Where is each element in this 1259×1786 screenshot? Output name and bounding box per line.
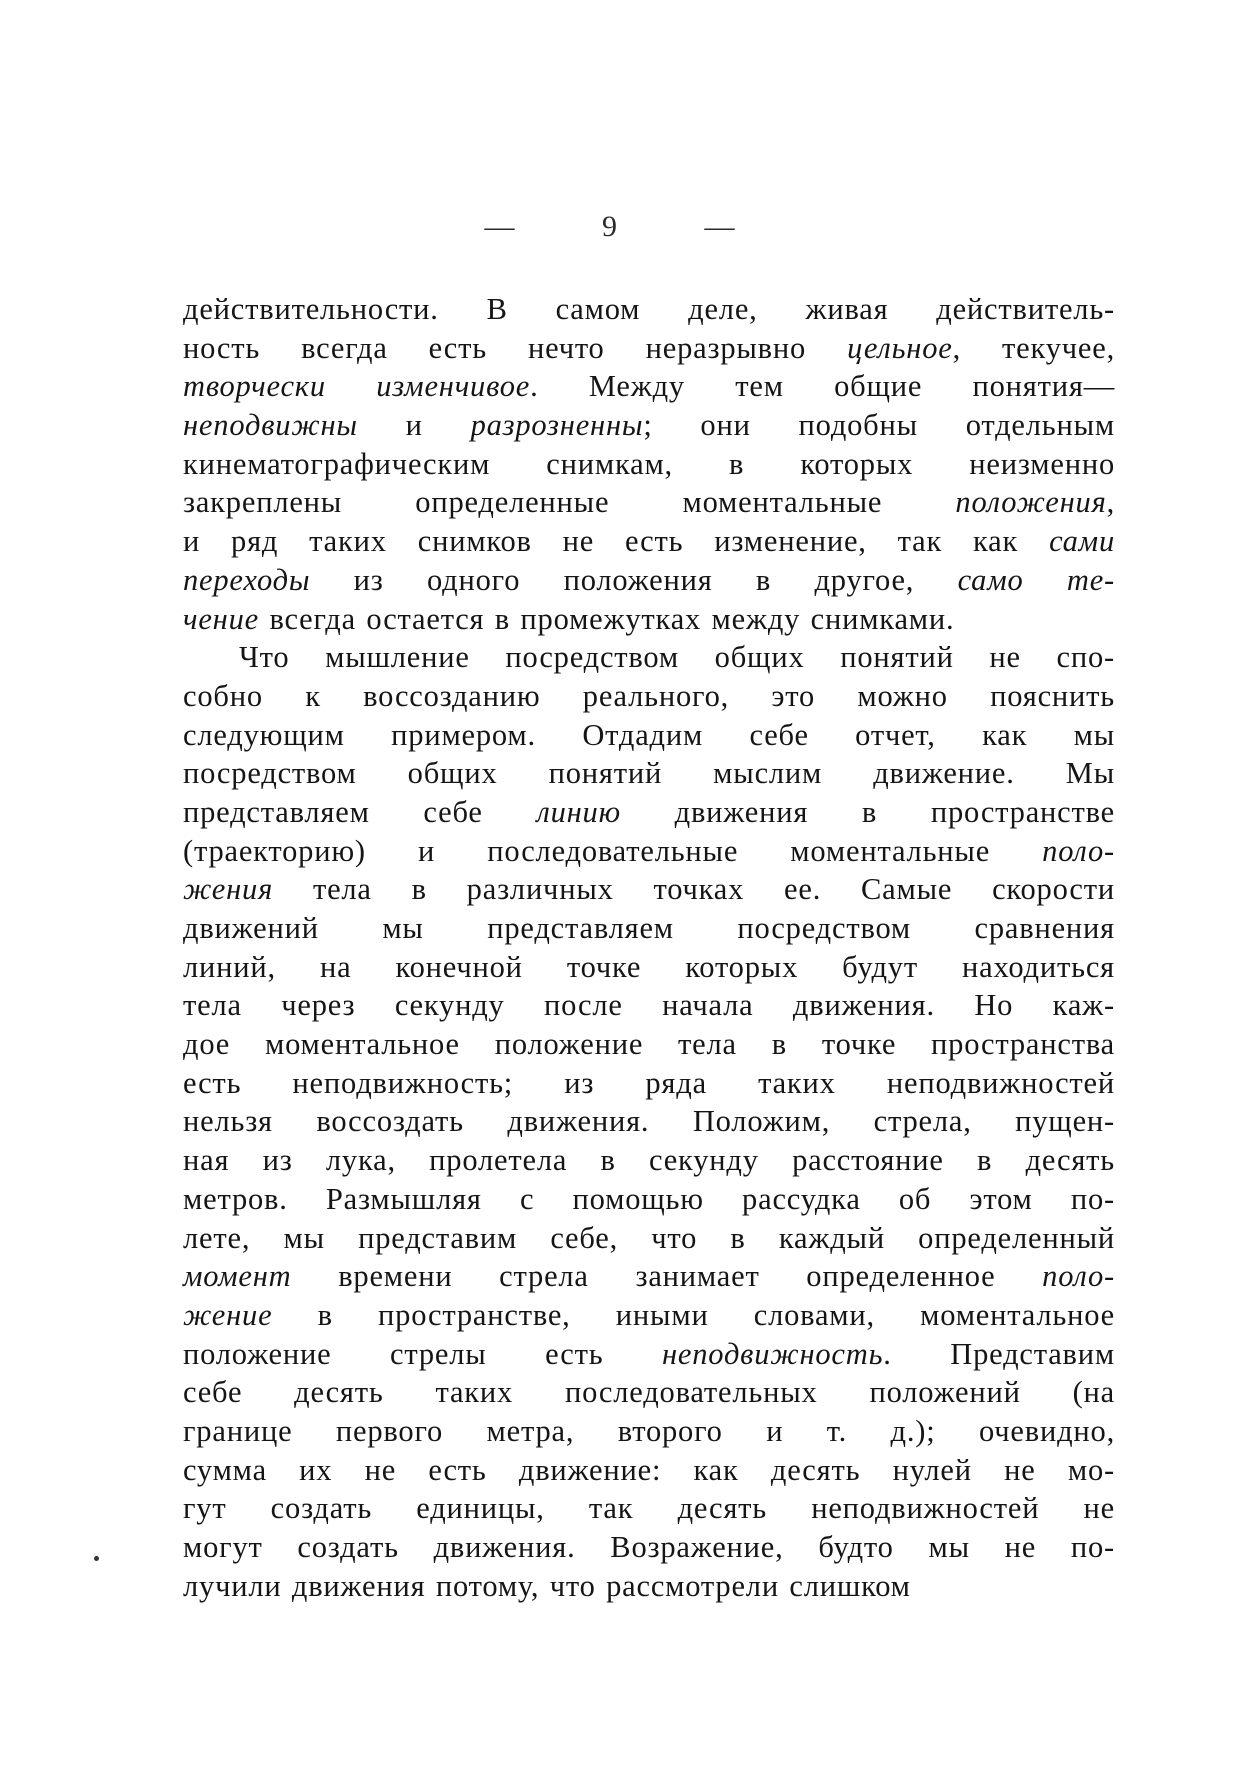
emphasis-text: цельное (847, 330, 953, 365)
text-line (183, 561, 1115, 600)
text-line (183, 832, 1115, 871)
text-line (183, 870, 1115, 909)
emphasis-text: положения (955, 485, 1107, 520)
text-line (183, 522, 1115, 561)
text-run: ность всегда есть нечто неразрывно (183, 330, 848, 365)
text-line (183, 1373, 1115, 1412)
text-line (183, 367, 1115, 406)
text-run: лете, мы представим себе, что в каждый определенный (183, 1220, 1115, 1255)
text-run: . Представим (883, 1336, 1115, 1371)
text-line (183, 909, 1115, 948)
text-line (183, 1412, 1115, 1451)
text-run: собно к воссозданию реального, это можно пояснить (183, 678, 1115, 713)
text-run: и ряд таких снимков не есть изменение, так как (183, 524, 1050, 559)
text-line (183, 1025, 1115, 1064)
text-run: в пространстве, иными словами, моментальное (272, 1297, 1115, 1332)
text-line (183, 716, 1115, 755)
text-run: (траекторию) и последовательные моментальные (183, 833, 1043, 868)
text-run: есть неподвижность; из ряда таких неподвижностей (183, 1065, 1115, 1100)
text-line (183, 1335, 1115, 1374)
text-run: следующим примером. Отдадим себе отчет, как мы (183, 717, 1115, 752)
emphasis-text: жения (183, 872, 274, 907)
text-line (183, 677, 1115, 716)
text-run: , текучее, (952, 330, 1115, 365)
text-line (183, 445, 1115, 484)
text-line (183, 948, 1115, 987)
text-line (183, 1528, 1115, 1567)
emphasis-text: разрозненны (470, 408, 644, 443)
text-run: времени стрела занимает определенное (291, 1259, 1043, 1294)
text-run: движений мы представляем посредством сравнения (183, 911, 1115, 945)
text-line (183, 483, 1115, 522)
text-line (183, 290, 1115, 329)
text-line (183, 1219, 1115, 1258)
margin-mark (94, 1556, 99, 1561)
text-run: гут создать единицы, так десять неподвижностей не (183, 1491, 1115, 1526)
text-run: и (357, 408, 471, 443)
text-run: представляем себе (183, 794, 537, 829)
text-line (183, 1489, 1115, 1528)
emphasis-text: поло- (1042, 1259, 1115, 1294)
text-line (183, 1257, 1115, 1296)
emphasis-text: неподвижны (183, 408, 358, 443)
text-line (183, 1451, 1115, 1490)
emphasis-text: творчески изменчивое (183, 369, 531, 404)
text-line (183, 406, 1115, 445)
text-line (183, 754, 1115, 793)
text-line (183, 1102, 1115, 1141)
body-text (183, 290, 1115, 1605)
text-run: дое моментальное положение тела в точке пространства (183, 1027, 1115, 1062)
text-run: Что мышление посредством общих понятий не спо- (239, 640, 1115, 675)
text-run: всегда остается в промежутках между снимками. (259, 601, 955, 636)
text-run: положение стрелы есть (183, 1336, 662, 1371)
emphasis-text: жение (183, 1297, 273, 1332)
text-line (183, 638, 1115, 677)
text-run: могут создать движения. Возражение, будто мы не по- (183, 1530, 1115, 1564)
text-line (183, 793, 1115, 832)
text-run: ; они подобны отдельным (643, 408, 1115, 443)
text-run: движения в пространстве (620, 794, 1115, 829)
text-line (183, 986, 1115, 1025)
text-run: , (1106, 485, 1115, 520)
text-run: лучили движения потому, что рассмотрели слишком (183, 1568, 911, 1603)
text-run: метров. Размышляя с помощью рассудка об этом по- (183, 1181, 1115, 1216)
text-run: кинематографическим снимкам, в которых неизменно (183, 446, 1115, 481)
text-run: себе десять таких последовательных положений (на (183, 1375, 1115, 1410)
text-run: . Между тем общие понятия— (530, 369, 1115, 404)
text-run: сумма их не есть движение: как десять нулей не мо- (183, 1452, 1115, 1487)
text-run: из одного положения в другое, (310, 562, 958, 597)
text-line (183, 600, 1115, 639)
text-line (183, 1064, 1115, 1103)
text-run: закреплены определенные моментальные (183, 485, 956, 520)
emphasis-text: чение (183, 601, 260, 636)
emphasis-text: неподвижность (661, 1336, 884, 1371)
text-line (183, 329, 1115, 368)
page-number: — 9 — (484, 210, 775, 243)
text-run: тела через секунду после начала движения. Но каж- (183, 988, 1115, 1023)
emphasis-text: само те- (957, 562, 1115, 597)
text-run: ная из лука, пролетела в секунду расстояние в десять (183, 1143, 1115, 1178)
emphasis-text: момент (183, 1259, 292, 1294)
emphasis-text: линию (536, 794, 621, 829)
emphasis-text: поло- (1042, 833, 1115, 868)
text-line (183, 1296, 1115, 1335)
text-run: действительности. В самом деле, живая действитель- (183, 292, 1115, 326)
text-run: тела в различных точках ее. Самые скорости (273, 872, 1115, 907)
text-line (183, 1567, 1115, 1606)
text-run: посредством общих понятий мыслим движение. Мы (183, 756, 1115, 791)
text-run: линий, на конечной точке которых будут находиться (183, 949, 1115, 984)
emphasis-text: переходы (183, 562, 311, 597)
text-line (183, 1180, 1115, 1219)
text-run: нельзя воссоздать движения. Положим, стрела, пущен- (183, 1104, 1115, 1139)
text-line (183, 1141, 1115, 1180)
text-run: границе первого метра, второго и т. д.); очевидно, (183, 1413, 1115, 1448)
emphasis-text: сами (1049, 524, 1115, 559)
